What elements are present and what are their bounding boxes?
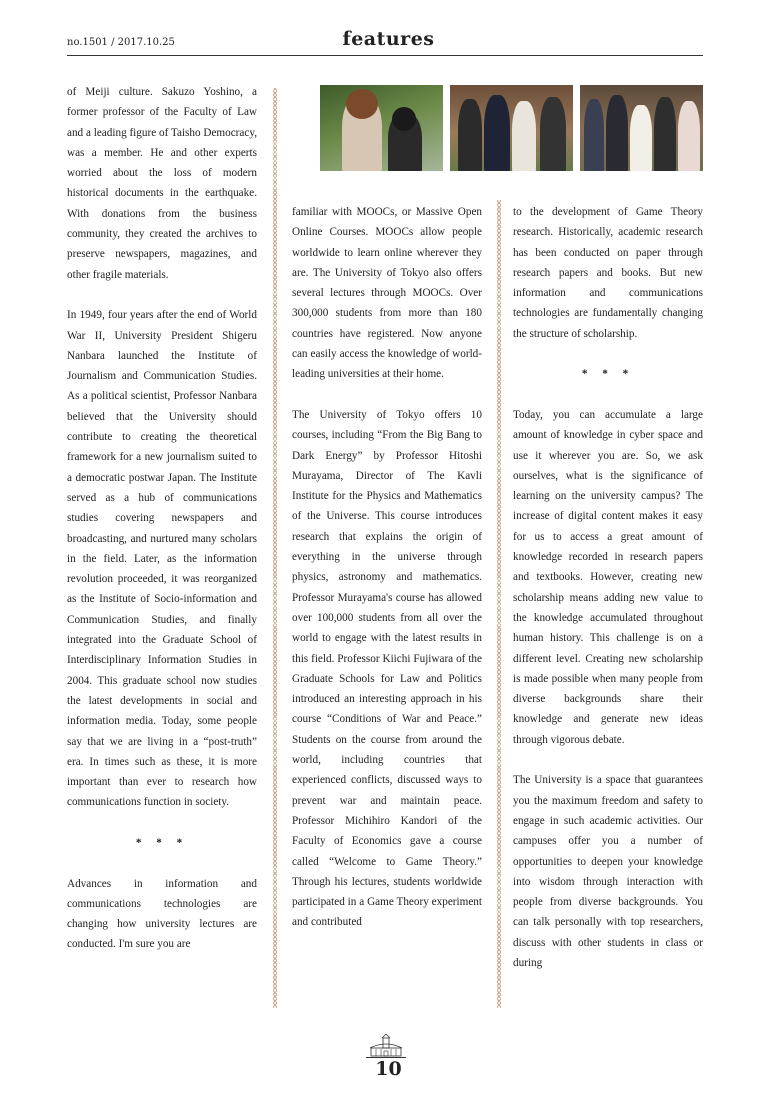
page-number: 10 — [375, 1058, 402, 1080]
students-photo-3 — [580, 85, 703, 171]
section-break: * * * — [135, 836, 189, 849]
paragraph: familiar with MOOCs, or Massive Open Online Courses. MOOCs allow people worldwide to learn online wherever they are. The University of Tokyo also offers several lectures through MOOCs. Over 300,000 students from more than 180 countries have registered. Now anyone can easily access the knowledge of world-leading universities at their home. — [292, 206, 482, 381]
paragraph: The University of Tokyo offers 10 courses, including “From the Big Bang to Dark Energy” by Professor Hitoshi Murayama, Director of The Kavli Institute for the Physics and Mathematics of the Universe. This course introduces research that explains the origin of everything in the universe through physics, astronomy and mathematics. Professor Murayama's course has allowed over 100,000 students from all over the world to engage with the latest results in this field. Professor Kiichi Fujiwara of the Graduate Schools for Law and Politics introduced an interesting approach in his course “Conditions of War and Peace.” Students on the course from around the world, including countries that experienced conflicts, discussed ways to prevent war and maintain peace. Professor Michihiro Kandori of the Faculty of Economics gave a course called “Welcome to Game Theory.” Through his lectures, students worldwide participated in a Game Theory experiment and contributed — [292, 408, 482, 929]
section-break: * * * — [581, 368, 635, 381]
paragraph: Today, you can accumulate a large amount of knowledge in cyber space and use it wherever you are. So, we ask ourselves, what is the significance of learning on the university campus? The increase of digital content makes it easy for us to access a great amount of knowledge recorded in research papers and textbooks. However, creating new scholarship means adding new value to the knowledge accumulated throughout human history. This challenge is on a different level. Creating new scholarship is made possible when many people from diverse backgrounds share their knowledge and generate new ideas through vigorous debate. — [513, 408, 703, 746]
paragraph: Advances in information and communications technologies are changing how university lectures are conducted. I'm sure you are — [67, 877, 257, 951]
column-divider — [497, 200, 501, 1008]
paragraph: of Meiji culture. Sakuzo Yoshino, a former professor of the Faculty of Law and a leading figure of Taisho Democracy, was a member. He and other experts worried about the loss of modern historical documents in the earthquake. With donations from the business community, they created the archives to preserve newspapers, magazines, and other fragile materials. — [67, 86, 257, 281]
paragraph: In 1949, four years after the end of World War II, University President Shigeru Nanbara launched the Institute of Journalism and Communication Studies. As a political scientist, Professor Nanbara believed that the University should contribute to creating the theoretical framework for a new journalism suited to a democratic postwar Japan. The Institute served as a hub of communications studies covering newspapers and broadcasting, and nurtured many scholars in the field. Later, as the information revolution proceeded, it was reorganized as the Institute of Socio-information and Communication Studies, and finally integrated into the Graduate School of Interdisciplinary Information Studies in 2004. This graduate school now studies the latest developments in social and information media. Today, some people say that we are living in a “post-truth” era. In times such as these, it is more important than ever to research how communications function in society. — [67, 309, 257, 809]
section-title: features — [342, 28, 435, 50]
article-column-3 — [513, 202, 703, 973]
paragraph: to the development of Game Theory research. Historically, academic research has been conducted on paper through research papers and books. But new information and communications technologies are fundamentally changing the structure of scholarship. — [513, 206, 703, 340]
header-rule — [67, 55, 703, 56]
article-column-1 — [67, 82, 257, 955]
paragraph: The University is a space that guarantees you the maximum freedom and safety to engage in such academic activities. Our campuses offer you a number of opportunities to deepen your knowledge into wisdom through interaction with people from diverse backgrounds. You can talk personally with top researchers, discuss with other students in class or during — [513, 774, 703, 969]
students-photo-1 — [320, 85, 443, 171]
column-divider — [273, 88, 277, 1008]
article-column-2 — [292, 202, 482, 933]
issue-number: no.1501 / 2017.10.25 — [67, 37, 175, 48]
students-photo-2 — [450, 85, 573, 171]
